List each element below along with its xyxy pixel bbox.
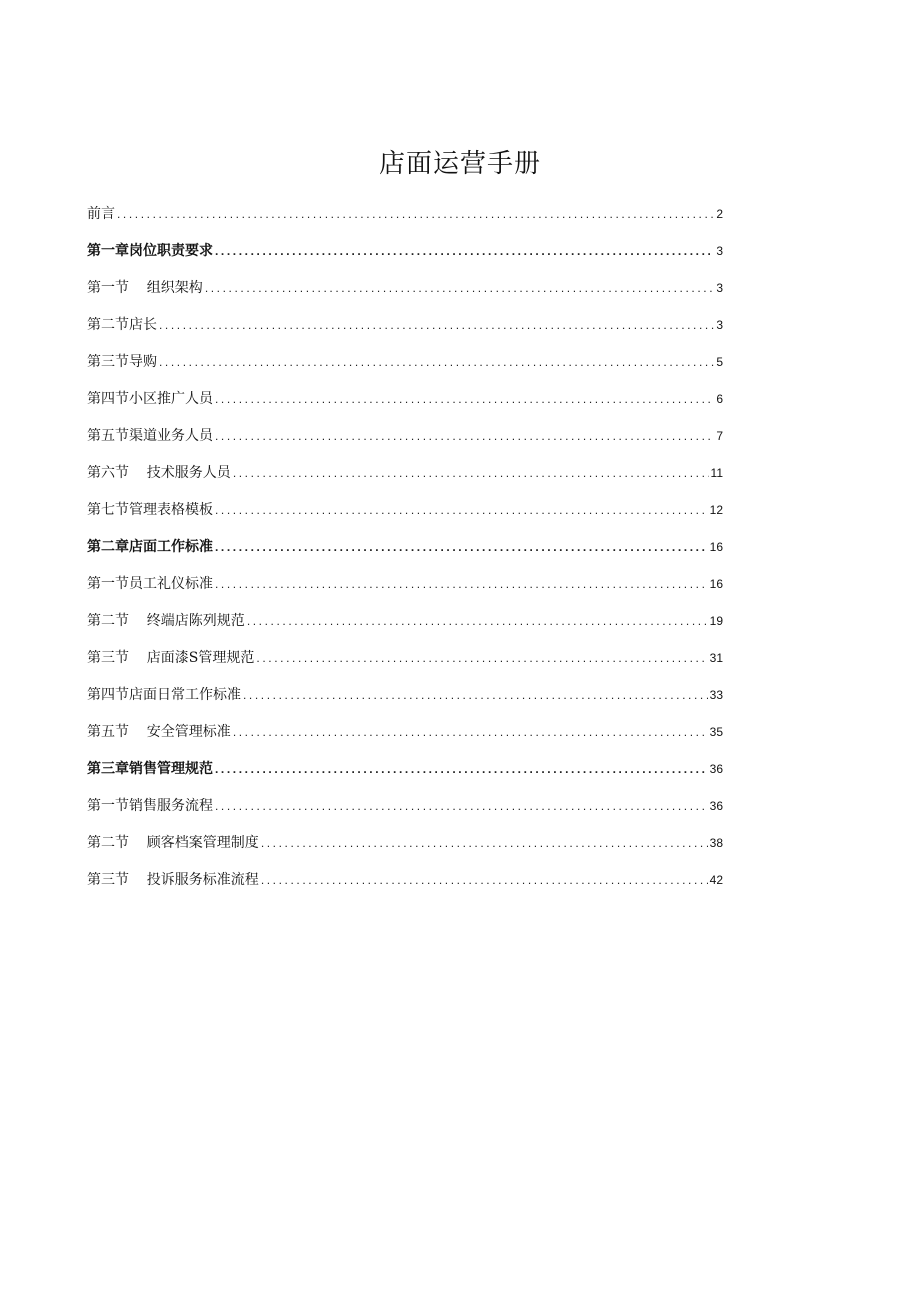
toc-page-number: 36: [709, 799, 723, 813]
toc-section-entry[interactable]: [87, 791, 723, 828]
toc-page-number: 5: [716, 355, 723, 369]
toc-page-number: 3: [716, 318, 723, 332]
toc-entry-label: 第一节销售服务流程: [87, 798, 213, 814]
toc-page-number: 2: [716, 207, 723, 221]
toc-section-entry[interactable]: [87, 643, 723, 680]
toc-entry-label: 第五节渠道业务人员: [87, 428, 213, 444]
toc-section-entry[interactable]: [87, 310, 723, 347]
toc-entry-label: 第四节店面日常工作标准: [87, 687, 241, 703]
toc-chapter-entry[interactable]: [87, 236, 723, 273]
toc-section-entry[interactable]: [87, 569, 723, 606]
toc-dot-leader: [247, 606, 708, 636]
toc-entry-label: 第一节 组织架构: [87, 280, 203, 296]
toc-entry-label: 第一章岗位职责要求: [87, 243, 213, 259]
toc-entry-label: 第七节管理表格模板: [87, 502, 213, 518]
toc-entry-label: 第二节店长: [87, 317, 157, 333]
toc-section-entry[interactable]: [87, 495, 723, 532]
toc-entry-label: 第四节小区推广人员: [87, 391, 213, 407]
toc-page-number: 6: [716, 392, 723, 406]
toc-dot-leader: [215, 495, 708, 525]
toc-page-number: 3: [716, 281, 723, 295]
toc-section-entry[interactable]: [87, 828, 723, 865]
toc-section-entry[interactable]: [87, 347, 723, 384]
toc-chapter-entry[interactable]: [87, 532, 723, 569]
toc-page-number: 19: [709, 614, 723, 628]
toc-entry-label: 第三节 店面漆S管理规范: [87, 650, 255, 666]
toc-section-entry[interactable]: [87, 865, 723, 902]
document-title: 店面运营手册: [378, 149, 541, 179]
toc-dot-leader: [159, 310, 714, 340]
toc-dot-leader: [215, 754, 708, 784]
toc-entry-label: 前言: [87, 206, 115, 222]
toc-section-entry[interactable]: [87, 606, 723, 643]
toc-entry-label: 第五节 安全管理标准: [87, 724, 231, 740]
toc-entry-label: 第三章销售管理规范: [87, 761, 213, 777]
toc-page-number: 35: [709, 725, 723, 739]
toc-dot-leader: [233, 717, 708, 747]
toc-entry-label: 第二章店面工作标准: [87, 539, 213, 555]
toc-section-entry[interactable]: [87, 717, 723, 754]
toc-dot-leader: [261, 865, 708, 895]
toc-page-number: 36: [709, 762, 723, 776]
toc-page-number: 7: [716, 429, 723, 443]
toc-dot-leader: [215, 421, 714, 451]
toc-page-number: 11: [710, 466, 723, 480]
toc-dot-leader: [215, 569, 708, 599]
toc-page-number: 31: [709, 651, 723, 665]
toc-page-number: 16: [709, 540, 723, 554]
table-of-contents: [87, 199, 723, 902]
toc-entry-label: 第六节 技术服务人员: [87, 465, 231, 481]
toc-dot-leader: [159, 347, 714, 377]
toc-section-entry[interactable]: [87, 680, 723, 717]
toc-section-entry[interactable]: [87, 421, 723, 458]
toc-entry-label: 第一节员工礼仪标准: [87, 576, 213, 592]
toc-dot-leader: [205, 273, 715, 303]
toc-page-number: 38: [709, 836, 723, 850]
toc-dot-leader: [233, 458, 709, 488]
toc-section-entry[interactable]: [87, 273, 723, 310]
toc-dot-leader: [243, 680, 708, 710]
toc-section-entry[interactable]: [87, 458, 723, 495]
toc-dot-leader: [215, 384, 714, 414]
toc-page-number: 3: [716, 244, 723, 258]
toc-entry-label: 第三节导购: [87, 354, 157, 370]
toc-entry-label: 第三节 投诉服务标准流程: [87, 872, 259, 888]
toc-page-number: 16: [709, 577, 723, 591]
toc-entry-label: 第二节 顾客档案管理制度: [87, 835, 259, 851]
toc-dot-leader: [215, 236, 714, 266]
toc-section-entry[interactable]: [87, 199, 723, 236]
toc-dot-leader: [261, 828, 708, 858]
toc-dot-leader: [215, 532, 708, 562]
toc-dot-leader: [117, 199, 714, 229]
toc-page-number: 42: [709, 873, 723, 887]
toc-dot-leader: [256, 643, 707, 673]
toc-page-number: 12: [709, 503, 723, 517]
toc-chapter-entry[interactable]: [87, 754, 723, 791]
toc-entry-label: 第二节 终端店陈列规范: [87, 613, 245, 629]
toc-section-entry[interactable]: [87, 384, 723, 421]
toc-page-number: 33: [709, 688, 723, 702]
toc-dot-leader: [215, 791, 708, 821]
